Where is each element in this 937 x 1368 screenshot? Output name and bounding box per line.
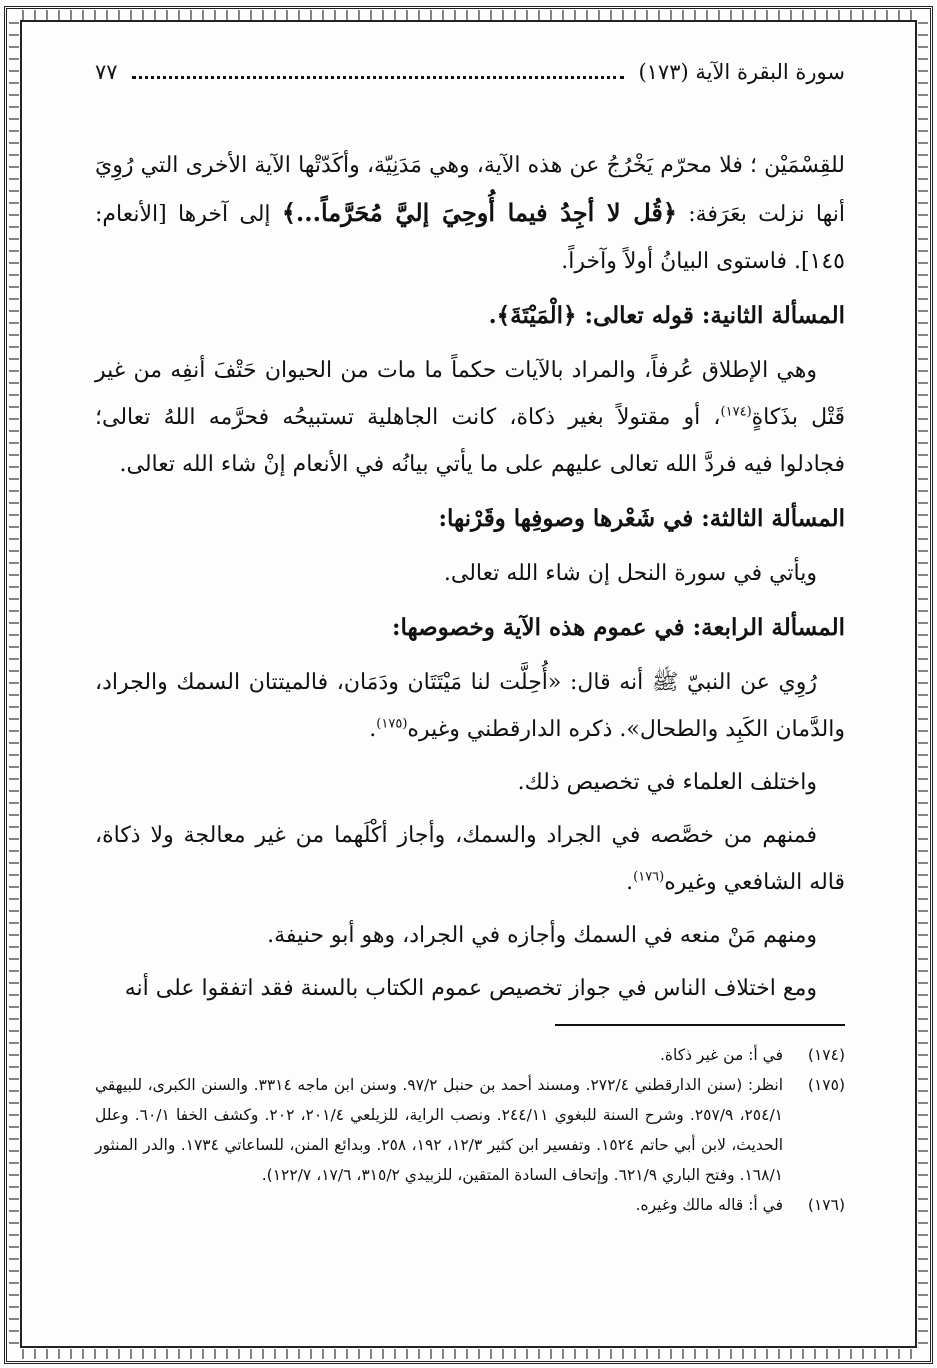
footnote-number: (١٧٥) bbox=[807, 1076, 845, 1094]
border-ornament-bottom bbox=[22, 1349, 915, 1359]
paragraph-6-end: . bbox=[626, 870, 634, 895]
footnotes bbox=[95, 1040, 845, 1220]
footnote-item bbox=[95, 1070, 845, 1190]
paragraph-7: ومنهم مَنْ منعه في السمك وأجازه في الجراد، وهو أبو حنيفة. bbox=[267, 923, 817, 948]
paragraph-1 bbox=[95, 142, 845, 285]
paragraph-2 bbox=[95, 347, 845, 488]
footnote-separator bbox=[555, 1024, 845, 1026]
paragraph-6-text: فمنهم من خصَّصه في الجراد والسمك، وأجاز أكْلَهما من غير معالجة ولا ذكاة، قاله الشافعي وغيره bbox=[95, 823, 845, 895]
paragraph-4-end: . bbox=[369, 717, 377, 742]
paragraph-4-text: رُوِي عن النبيّ ﷺ أنه قال: «أُحِلَّت لنا مَيْتَتَان ودَمَان، فالميتتان السمك والجراد، والدَّمان الكَبِد والطحال». ذكره الدارقطني وغيره bbox=[95, 670, 845, 742]
running-header-title: سورة البقرة الآية (١٧٣) bbox=[638, 60, 845, 84]
paragraph-6 bbox=[95, 812, 845, 906]
border-ornament-left bbox=[9, 22, 19, 1346]
footnote-item bbox=[95, 1190, 845, 1220]
quran-quote: ﴿قُل لا أجِدُ فيما أُوحِيَ إليَّ مُحَرَّماً...﴾ bbox=[281, 198, 677, 227]
running-header bbox=[95, 60, 845, 104]
paragraph-1-end: إلى آخرها [الأنعام: ١٤٥]. فاستوى البيانُ أولاً وآخراً. bbox=[95, 202, 845, 274]
main-text bbox=[95, 142, 845, 1012]
footnote-ref-176[interactable]: (١٧٦) bbox=[633, 869, 665, 885]
heading-question-3: المسألة الثالثة: في شَعْرها وصوفِها وقَرْنها: bbox=[438, 505, 845, 532]
footnote-ref-174[interactable]: (١٧٤) bbox=[720, 404, 752, 420]
footnote-number: (١٧٦) bbox=[807, 1196, 845, 1214]
page-number: ٧٧ bbox=[95, 60, 118, 84]
footnote-item bbox=[95, 1040, 845, 1070]
paragraph-5: واختلف العلماء في تخصيص ذلك. bbox=[517, 770, 817, 795]
border-ornament-right bbox=[918, 22, 928, 1346]
paragraph-1-text: للقِسْمَيْن ؛ فلا محرّم يَخْرُجُ عن هذه الآية، وهي مَدَنِيّة، وأكَدّتْها الآية الأخرى التي رُوِيَ أنها نزلت بعَرَفة: bbox=[95, 153, 845, 227]
footnote-text: انظر: (سنن الدارقطني ٢٧٢/٤. ومسند أحمد بن حنبل ٩٧/٢. وسنن ابن ماجه ٣٣١٤. والسنن الكبرى، للبيهقي ٢٥٤/١، ٢٥٧/٩. وشرح السنة للبغوي ٢٤٤/١١. ونصب الراية، للزيلعي ٢٠١/٤، ٢٠٢. وكشف الخفا ٦٠/١. وعلل الحديث، لابن أبي حاتم ١٥٢٤. وتفسير ابن كثير ١٢/٣، ١٩٢، ٢٥٨. وبدائع المنن، للساعاتي ١٧٣٤. والدر المنثور ١٦٨/١. وفتح الباري ٦٢١/٩. وإتحاف السادة المتقين، للزبيدي ٣١٥/٢، ١٧/٦، ١٢٢/٧). bbox=[95, 1076, 784, 1184]
footnote-number: (١٧٤) bbox=[807, 1046, 845, 1064]
paragraph-4 bbox=[95, 659, 845, 753]
paragraph-2-text-b: ، أو مقتولاً بغير ذكاة، كانت الجاهلية تستبيحُه فحرَّمه اللهُ تعالى؛ فجادلوا فيه فردَّ الله تعالى عليهم على ما يأتي بيانُه في الأنعام إنْ شاء الله تعالى. bbox=[95, 405, 845, 477]
footnote-text: في أ: من غير ذكاة. bbox=[659, 1046, 783, 1064]
footnote-text: في أ: قاله مالك وغيره. bbox=[635, 1196, 783, 1214]
heading-question-4: المسألة الرابعة: في عموم هذه الآية وخصوصها: bbox=[392, 614, 845, 641]
footnote-ref-175[interactable]: (١٧٥) bbox=[376, 716, 408, 732]
page-content bbox=[95, 60, 845, 1018]
paragraph-3: ويأتي في سورة النحل إن شاء الله تعالى. bbox=[443, 561, 817, 586]
paragraph-2-text-a: وهي الإطلاق عُرفاً، والمراد بالآيات حكماً ما مات من الحيوان حَتْفَ أنفِه من غير قَتْل بذَكاةٍ bbox=[95, 358, 846, 430]
border-ornament-top bbox=[22, 10, 915, 20]
heading-question-2: المسألة الثانية: قوله تعالى: ﴿الْمَيْتَةَ﴾. bbox=[488, 302, 845, 329]
paragraph-8: ومع اختلاف الناس في جواز تخصيص عموم الكتاب بالسنة فقد اتفقوا على أنه bbox=[124, 976, 817, 1001]
header-dot-leader bbox=[132, 76, 625, 79]
